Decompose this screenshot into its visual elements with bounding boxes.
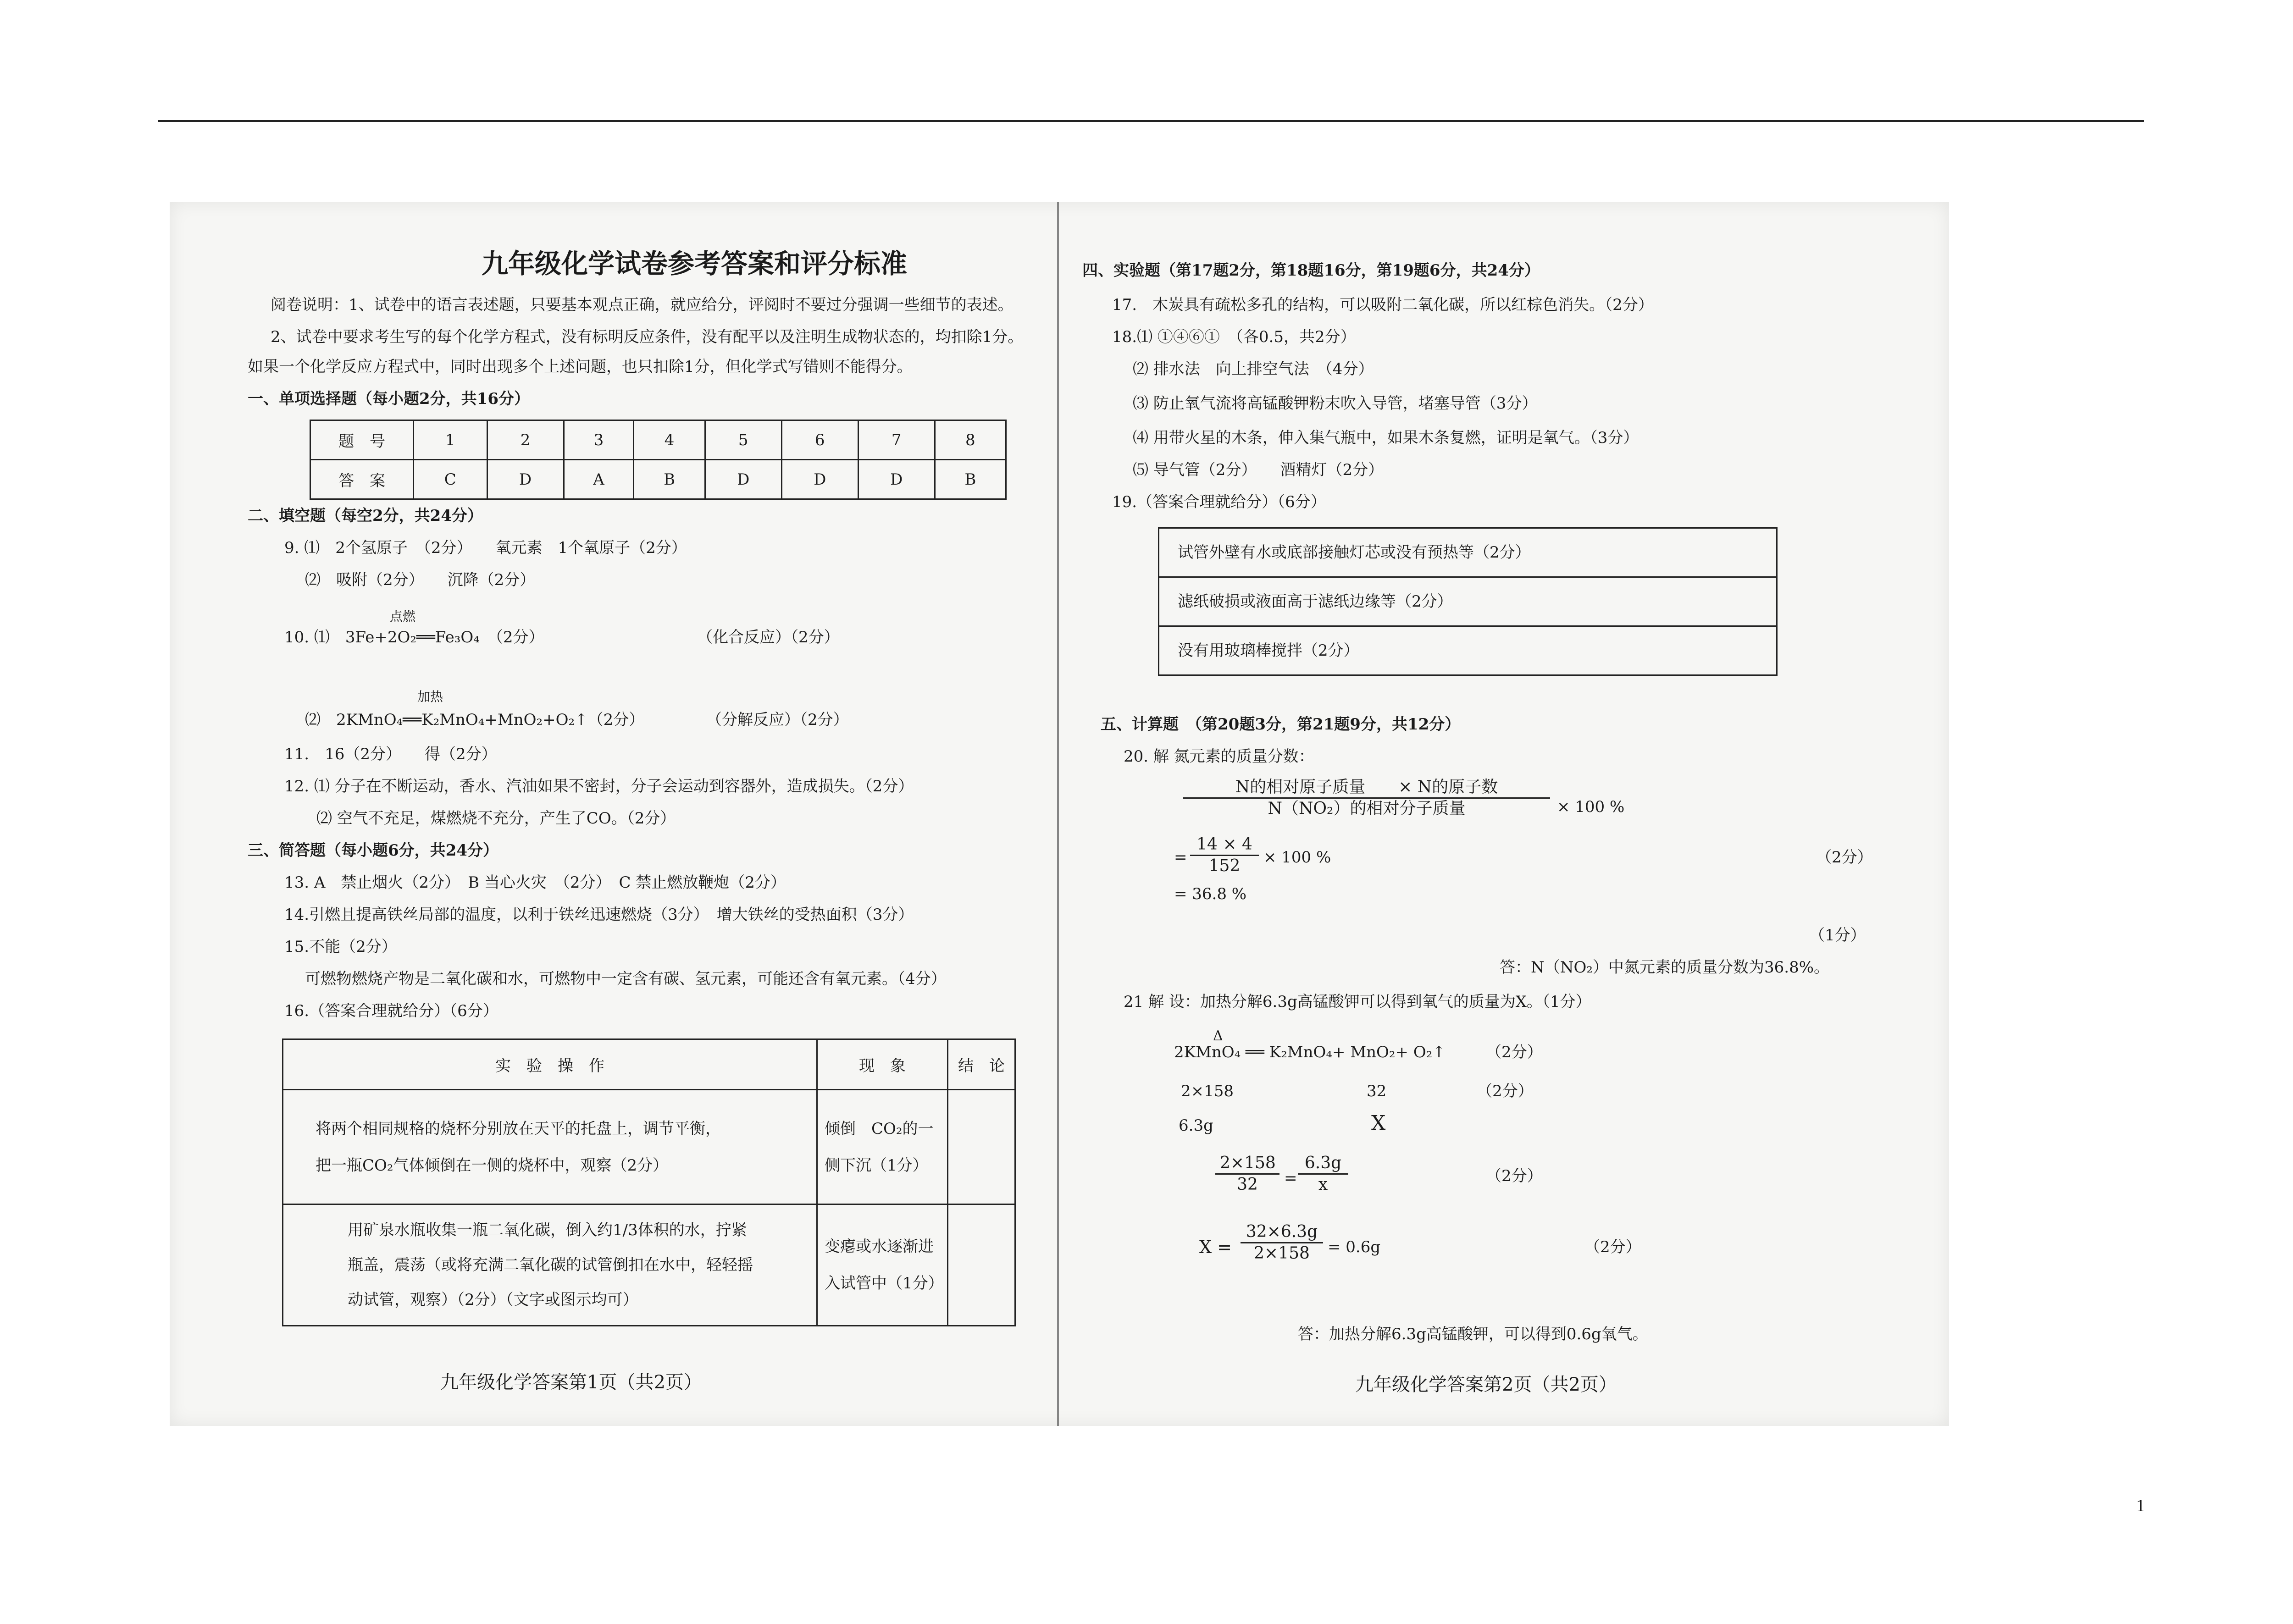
table-cell: 5	[705, 420, 781, 460]
proportion-equals: =	[1284, 1169, 1297, 1188]
q12-part1: 12. ⑴ 分子在不断运动，香水、汽油如果不密封，分子会运动到容器外，造成损失。（2分）	[284, 777, 914, 795]
section2-heading: 二、填空题（每空2分，共24分）	[248, 507, 483, 525]
conclusion-cell	[948, 1090, 1015, 1204]
eq21-score: （2分）	[1486, 1043, 1543, 1061]
table-row-label: 答 案	[310, 460, 414, 499]
q19: 19.（答案合理就给分）（6分）	[1112, 493, 1326, 511]
section1-heading: 一、单项选择题（每小题2分，共16分）	[248, 390, 530, 408]
header-conclusion: 结 论	[948, 1039, 1015, 1090]
step2-denominator: 152	[1208, 856, 1241, 875]
section3-heading: 三、简答题（每小题6分，共24分）	[248, 841, 498, 860]
table-cell: 4	[634, 420, 705, 460]
solution-score: （2分）	[1584, 1238, 1641, 1256]
q18-part3: ⑶ 防止氧气流将高锰酸钾粉末吹入导管，堵塞导管（3分）	[1133, 394, 1538, 413]
q9-part1: 9. ⑴ 2个氢原子 （2分） 氧元素 1个氧原子（2分）	[284, 539, 687, 557]
table-cell: 3	[564, 420, 634, 460]
table-cell: B	[935, 460, 1006, 499]
section5-heading: 五、计算题 （第20题3分，第21题9分，共12分）	[1101, 715, 1461, 734]
formula-denominator: N（NO₂）的相对分子质量	[1268, 799, 1466, 818]
column-divider	[1057, 202, 1059, 1426]
step3-score: （1分）	[1809, 926, 1866, 945]
phenomenon-line: 侧下沉（1分）	[825, 1156, 928, 1175]
page-title: 九年级化学试卷参考答案和评分标准	[482, 248, 908, 279]
header-operation: 实 验 操 作	[283, 1039, 817, 1090]
table-cell: D	[858, 460, 935, 499]
table-cell: B	[634, 460, 705, 499]
note-line-3: 如果一个化学反应方程式中，同时出现多个上述问题，也只扣除1分，但化学式写错则不能得分。	[248, 358, 913, 376]
q18-part2: ⑵ 排水法 向上排空气法 （4分）	[1133, 360, 1374, 378]
q9-part2: ⑵ 吸附（2分） 沉降（2分）	[305, 571, 536, 589]
table-cell: D	[781, 460, 858, 499]
q10-1-condition: 点燃	[390, 609, 416, 624]
step2-score: （2分）	[1816, 848, 1873, 867]
section4-heading: 四、实验题（第17题2分，第18题16分，第19题6分，共24分）	[1082, 261, 1540, 280]
top-rule	[158, 120, 2144, 122]
operation-line: 动试管，观察）（2分）（文字或图示均可）	[348, 1291, 638, 1309]
mass-ratio-score: （2分）	[1477, 1082, 1534, 1100]
table-cell: D	[705, 460, 781, 499]
operation-line: 瓶盖，震荡（或将充满二氧化碳的试管倒扣在水中，轻轻摇	[348, 1256, 753, 1274]
q18-part1: 18.⑴ ①④⑥① （各0.5，共2分）	[1112, 328, 1356, 346]
formula-numerator: N的相对原子质量 × N的原子数	[1183, 777, 1550, 799]
solution-result: = 0.6g	[1328, 1238, 1381, 1256]
phenomenon-line: 入试管中（1分）	[825, 1274, 944, 1293]
eq21: 2KMnO₄ ══ K₂MnO₄+ MnO₂+ O₂↑	[1174, 1043, 1446, 1061]
given-mass: 6.3g	[1179, 1116, 1213, 1135]
formula-fraction	[1183, 777, 1550, 819]
solution-denominator: 2×158	[1254, 1244, 1310, 1263]
phenomenon-line: 倾倒 CO₂的一	[825, 1119, 934, 1138]
eq21-condition: Δ	[1213, 1028, 1223, 1044]
phenomenon-cell	[817, 1204, 948, 1326]
operation-line: 将两个相同规格的烧杯分别放在天平的托盘上，调节平衡，	[316, 1119, 721, 1138]
q10-1-equation: 10. ⑴ 3Fe+2O₂══Fe₃O₄ （2分）	[284, 628, 544, 646]
footer-right: 九年级化学答案第2页（共2页）	[1355, 1374, 1617, 1395]
q11: 11. 16（2分） 得（2分）	[284, 745, 497, 763]
q15: 15.不能（2分）	[284, 938, 397, 956]
step2-numerator: 14 × 4	[1190, 834, 1259, 856]
q10-2-equation: ⑵ 2KMnO₄══K₂MnO₄+MnO₂+O₂↑（2分）	[305, 711, 645, 729]
note-line-2: 2、试卷中要求考生写的每个化学方程式，没有标明反应条件，没有配平以及注明生成物状态的，均扣除1分。	[271, 328, 1024, 346]
table-cell: C	[414, 460, 487, 499]
experiment-table	[282, 1038, 1016, 1326]
operation-cell	[283, 1204, 817, 1326]
q15-explanation: 可燃物燃烧产物是二氧化碳和水，可燃物中一定含有碳、氢元素，可能还含有氧元素。（4分）	[305, 970, 947, 988]
conclusion-cell	[948, 1204, 1015, 1326]
operation-line: 用矿泉水瓶收集一瓶二氧化碳，倒入约1/3体积的水，拧紧	[348, 1221, 747, 1239]
solution-x-lhs: X =	[1199, 1237, 1232, 1257]
operation-line: 把一瓶CO₂气体倾倒在一侧的烧杯中，观察（2分）	[316, 1156, 669, 1175]
mass-ratio-1: 2×158	[1181, 1082, 1234, 1100]
solution-numerator: 32×6.3g	[1241, 1222, 1323, 1243]
q21-answer: 答：加热分解6.3g高锰酸钾，可以得到0.6g氧气。	[1298, 1325, 1648, 1343]
unknown-mass: X	[1371, 1111, 1386, 1135]
q19-item: 没有用玻璃棒搅拌（2分）	[1178, 641, 1359, 660]
q10-2-condition: 加热	[417, 689, 443, 704]
proportion-score: （2分）	[1486, 1167, 1543, 1185]
q12-part2: ⑵ 空气不充足，煤燃烧不充分，产生了CO。（2分）	[316, 809, 676, 828]
table-cell: 1	[414, 420, 487, 460]
q13: 13. A 禁止烟火（2分） B 当心火灾 （2分） C 禁止燃放鞭炮（2分）	[284, 873, 786, 892]
q19-item: 试管外壁有水或底部接触灯芯或没有预热等（2分）	[1159, 529, 1776, 578]
formula-tail: × 100 %	[1557, 798, 1625, 816]
header-phenomenon: 现 象	[817, 1039, 948, 1090]
proportion-fraction-left	[1215, 1153, 1279, 1195]
table-row-label: 题 号	[310, 420, 414, 460]
q10-1-type: （化合反应）（2分）	[697, 628, 840, 646]
q14: 14.引燃且提高铁丝局部的温度，以利于铁丝迅速燃烧（3分） 增大铁丝的受热面积（3分）	[284, 906, 914, 924]
phenomenon-cell	[817, 1090, 948, 1204]
phenomenon-line: 变瘪或水逐渐进	[825, 1237, 934, 1256]
proportion-fraction-right	[1298, 1153, 1348, 1195]
note-line-1: 阅卷说明：1、试卷中的语言表述题，只要基本观点正确，就应给分，评阅时不要过分强调一些细节的表述。	[271, 296, 1014, 314]
step3-result: = 36.8 %	[1174, 885, 1247, 903]
solution-fraction	[1241, 1222, 1323, 1264]
table-cell: 7	[858, 420, 935, 460]
table-cell: 2	[487, 420, 564, 460]
q19-answer-box	[1158, 527, 1778, 676]
table-cell: 8	[935, 420, 1006, 460]
scanned-answer-sheet	[170, 202, 1949, 1426]
q21: 21 解 设：加热分解6.3g高锰酸钾可以得到氧气的质量为X。（1分）	[1124, 993, 1591, 1011]
choice-answer-table	[310, 420, 1007, 500]
mass-ratio-2: 32	[1367, 1082, 1387, 1100]
q20-answer: 答：N（NO₂）中氮元素的质量分数为36.8%。	[1500, 958, 1830, 977]
proportion-denominator: x	[1318, 1175, 1328, 1194]
step2-tail: × 100 %	[1263, 848, 1331, 867]
q17: 17. 木炭具有疏松多孔的结构，可以吸附二氧化碳，所以红棕色消失。（2分）	[1112, 296, 1654, 314]
q10-2-type: （分解反应）（2分）	[706, 711, 849, 729]
table-cell: 6	[781, 420, 858, 460]
proportion-numerator: 2×158	[1215, 1153, 1279, 1175]
table-cell: D	[487, 460, 564, 499]
footer-left: 九年级化学答案第1页（共2页）	[440, 1372, 702, 1393]
proportion-numerator: 6.3g	[1298, 1153, 1348, 1175]
q18-part4: ⑷ 用带火星的木条，伸入集气瓶中，如果木条复燃，证明是氧气。（3分）	[1133, 429, 1639, 447]
step2-fraction	[1190, 834, 1259, 876]
page-number: 1	[2136, 1496, 2145, 1515]
q20: 20. 解 氮元素的质量分数：	[1124, 747, 1314, 766]
q18-part5: ⑸ 导气管（2分） 酒精灯（2分）	[1133, 461, 1384, 479]
table-cell: A	[564, 460, 634, 499]
step2-equals: =	[1174, 848, 1187, 867]
operation-cell	[283, 1090, 817, 1204]
proportion-denominator: 32	[1237, 1175, 1258, 1194]
q19-item: 滤纸破损或液面高于滤纸边缘等（2分）	[1159, 578, 1776, 627]
q16: 16.（答案合理就给分）（6分）	[284, 1002, 498, 1020]
